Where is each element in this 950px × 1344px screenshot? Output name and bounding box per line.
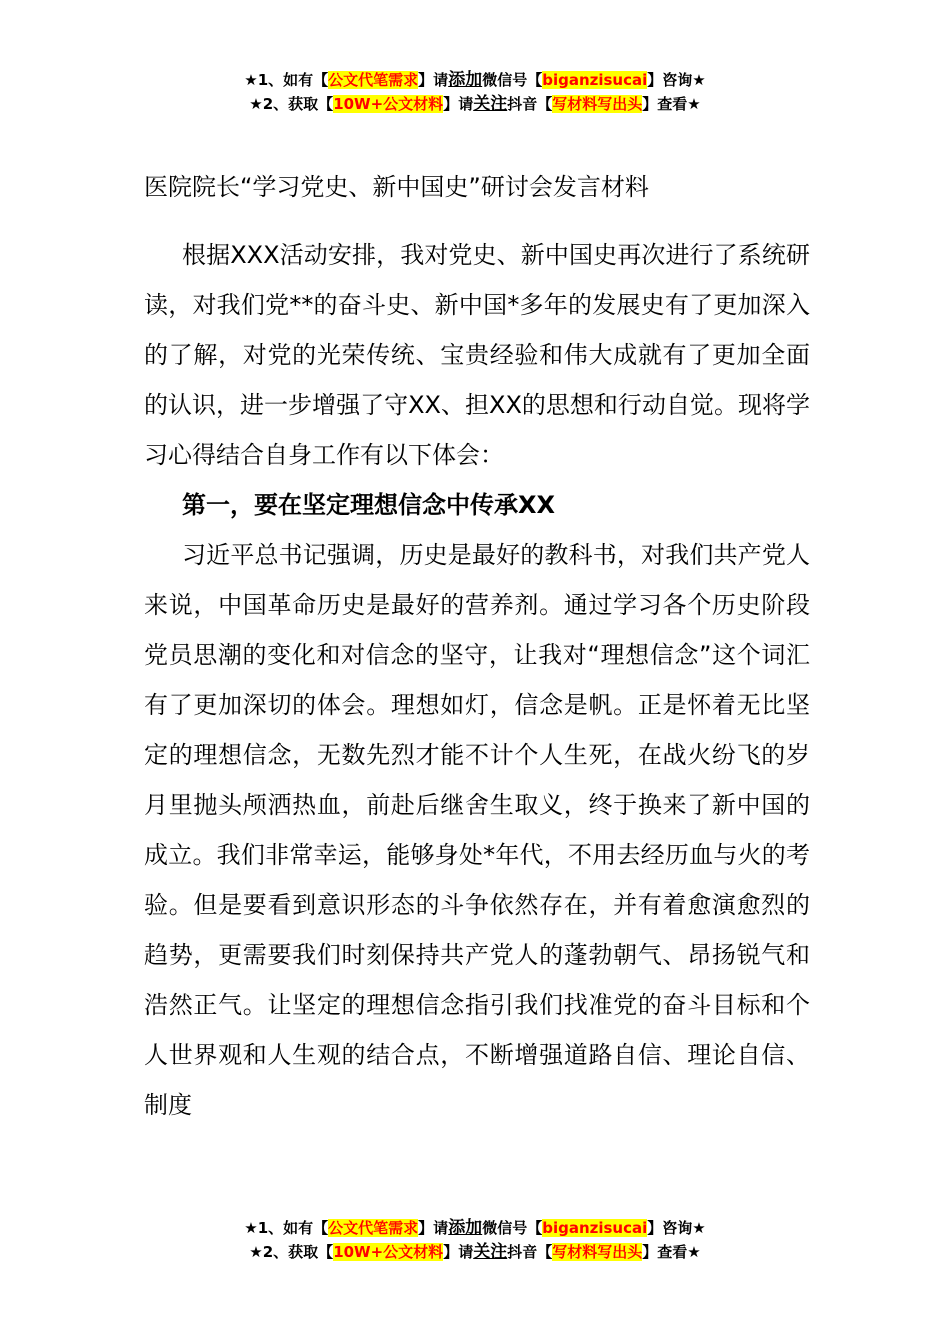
highlight-douyin-account: 写材料写出头 [552, 1243, 643, 1261]
section-heading-1: 第一，要在坚定理想信念中传承XX [182, 491, 556, 519]
star-icon: ★ [692, 71, 706, 89]
star-icon: ★ [244, 1219, 258, 1237]
document-title: 医院院长“学习党史、新中国史”研讨会发言材料 [144, 173, 649, 201]
star-icon: ★ [244, 71, 258, 89]
ad-banner-bottom [0, 1216, 950, 1264]
star-icon: ★ [687, 1243, 701, 1261]
ad-banner-top [0, 68, 950, 116]
underline-add: 添加 [448, 1218, 483, 1238]
ad-line-1: ★1、如有【公文代笔需求】请添加微信号【biganzisucai】咨询★ [244, 1218, 706, 1238]
highlight-writing-service: 公文代笔需求 [328, 1219, 419, 1237]
highlight-wechat-id: biganzisucai [542, 71, 648, 89]
ad-line-2: ★2、获取【10W+公文材料】请关注抖音【写材料写出头】查看★ [249, 1242, 701, 1262]
ad-line-1: ★1、如有【公文代笔需求】请添加微信号【biganzisucai】咨询★ [244, 70, 706, 90]
star-icon: ★ [249, 95, 263, 113]
highlight-materials: 10W+公文材料 [333, 95, 444, 113]
highlight-writing-service: 公文代笔需求 [328, 71, 419, 89]
ad-line-2: ★2、获取【10W+公文材料】请关注抖音【写材料写出头】查看★ [249, 94, 701, 114]
highlight-douyin-account: 写材料写出头 [552, 95, 643, 113]
highlight-wechat-id: biganzisucai [542, 1219, 648, 1237]
highlight-materials: 10W+公文材料 [333, 1243, 444, 1261]
section-1-paragraph: 习近平总书记强调，历史是最好的教科书，对我们共产党人来说，中国革命历史是最好的营养剂。通过学习各个历史阶段党员思潮的变化和对信念的坚守，让我对“理想信念”这个词汇有了更加深切的体会。理想如灯，信念是帆。正是怀着无比坚定的理想信念，无数先烈才能不计个人生死，在战火纷飞的岁月里抛头颅洒热血，前赴后继舍生取义，终于换来了新中国的成立。我们非常幸运，能够身处*年代，不用去经历血与火的考验。但是要看到意识形态的斗争依然存在，并有着愈演愈烈的趋势，更需要我们时刻保持共产党人的蓬勃朝气、昂扬锐气和浩然正气。让坚定的理想信念指引我们找准党的奋斗目标和个人世界观和人生观的结合点，不断增强道路自信、理论自信、制度 [144, 541, 810, 1119]
underline-follow: 关注 [473, 94, 508, 114]
underline-follow: 关注 [473, 1242, 508, 1262]
star-icon: ★ [687, 95, 701, 113]
underline-add: 添加 [448, 70, 483, 90]
star-icon: ★ [692, 1219, 706, 1237]
document-body [144, 230, 810, 1130]
star-icon: ★ [249, 1243, 263, 1261]
intro-paragraph: 根据XXX活动安排，我对党史、新中国史再次进行了系统研读，对我们党**的奋斗史、新中国*多年的发展史有了更加深入的了解，对党的光荣传统、宝贵经验和伟大成就有了更加全面的认识，进一步增强了守XX、担XX的思想和行动自觉。现将学习心得结合自身工作有以下体会： [144, 241, 810, 469]
